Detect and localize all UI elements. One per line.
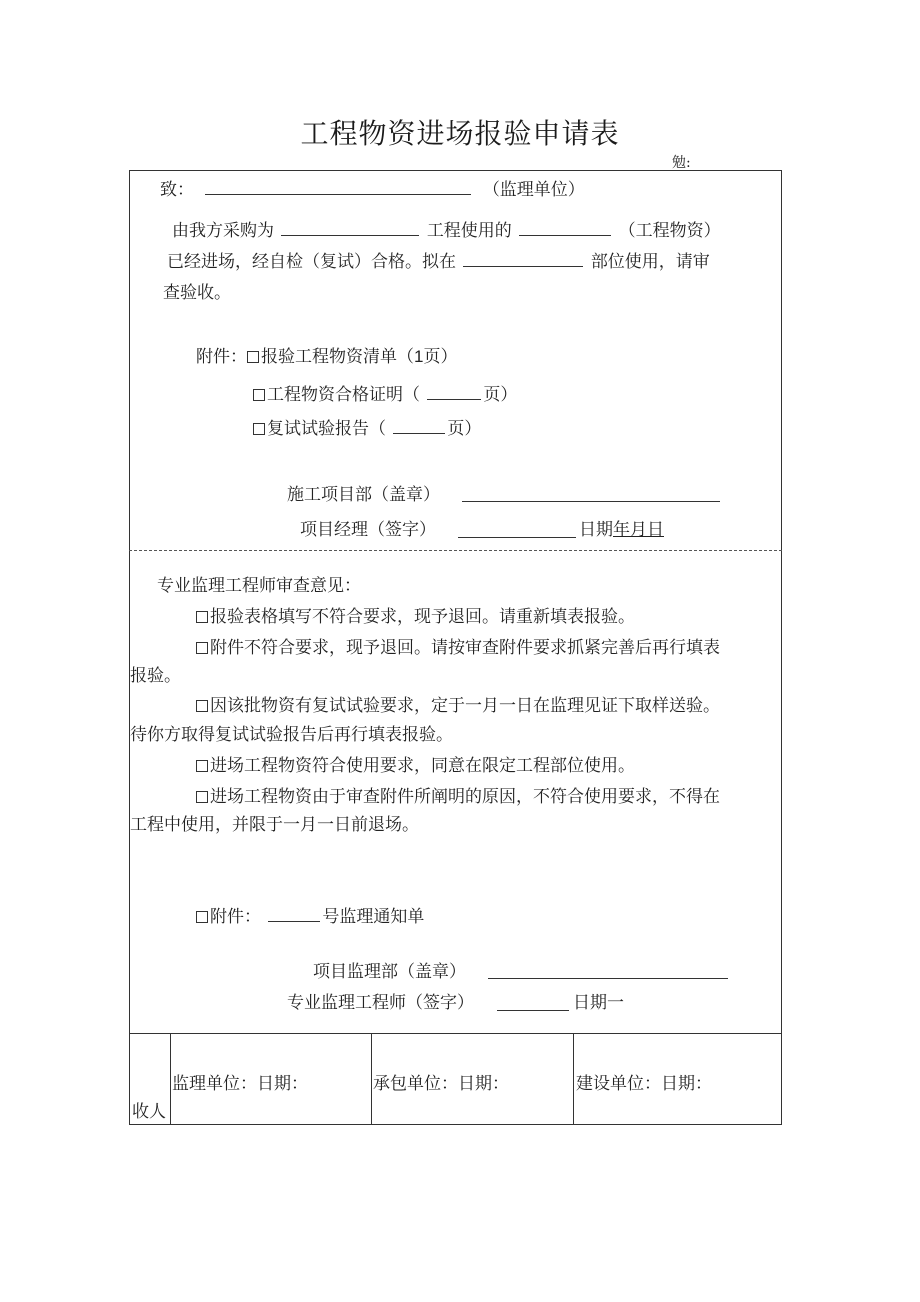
opt-reject-checkbox[interactable] xyxy=(196,791,208,803)
retest-pages-unit: 页） xyxy=(447,419,482,439)
attachments-label: 附件： xyxy=(196,347,247,367)
notice-number-field[interactable] xyxy=(268,905,320,922)
review-heading: 专业监理工程师审查意见： xyxy=(157,576,361,596)
contractor-unit-date: 承包单位：日期： xyxy=(373,1074,509,1094)
supervision-unit-date: 监理单位：日期： xyxy=(172,1074,308,1094)
location-field[interactable] xyxy=(463,250,583,267)
certificate-pages-unit: 页） xyxy=(483,385,518,405)
opt-retest-checkbox[interactable] xyxy=(196,700,208,712)
project-use-label: 工程使用的 xyxy=(426,221,512,241)
attach-certificate-checkbox[interactable] xyxy=(253,389,265,401)
attach-notice-checkbox[interactable] xyxy=(196,911,208,923)
engineer-label: 专业监理工程师（签字） xyxy=(287,993,474,1013)
attach-retest-checkbox[interactable] xyxy=(253,423,265,435)
document-number-label: 勉: xyxy=(672,155,691,171)
opt-approve-text: 进场工程物资符合使用要求，同意在限定工程部位使用。 xyxy=(210,756,635,776)
attach-list-checkbox[interactable] xyxy=(247,351,259,363)
opt-return-attachment-text-cont: 报验。 xyxy=(130,666,181,686)
project-name-field[interactable] xyxy=(281,219,419,236)
opt-approve-checkbox[interactable] xyxy=(196,760,208,772)
attach-list-pages-unit: 页） xyxy=(423,347,458,367)
attach-list-label: 报验工程物资清单（ xyxy=(261,347,414,367)
attach-list-pages: 1 xyxy=(414,347,424,366)
attach-certificate-label: 工程物资合格证明（ xyxy=(267,385,420,405)
supervision-dept-label: 项目监理部（盖章） xyxy=(313,962,466,982)
opt-reject-text-cont: 工程中使用，并限于一月一日前退场。 xyxy=(130,815,419,835)
material-name-field[interactable] xyxy=(519,219,611,236)
page-title: 工程物资进场报验申请表 xyxy=(300,117,620,150)
certificate-pages-field[interactable] xyxy=(427,383,481,400)
receiver-label: 收人 xyxy=(132,1102,166,1122)
supervision-unit-field[interactable] xyxy=(205,178,471,195)
notice-label: 号监理通知单 xyxy=(322,907,425,927)
opt-retest-text-cont: 待你方取得复试试验报告后再行填表报验。 xyxy=(130,725,453,745)
to-label: 致： xyxy=(160,180,194,200)
project-manager-signature-field[interactable] xyxy=(458,523,576,538)
construction-dept-stamp-field[interactable] xyxy=(462,487,720,502)
project-manager-label: 项目经理（签字） xyxy=(300,520,436,540)
location-use-label: 部位使用，请审 xyxy=(590,252,710,272)
supervision-dept-stamp-field[interactable] xyxy=(488,964,728,979)
opt-return-attachment-checkbox[interactable] xyxy=(196,642,208,654)
opt-return-form-text: 报验表格填写不符合要求，现予退回。请重新填表报验。 xyxy=(210,607,635,627)
opt-retest-text: 因该批物资有复试试验要求，定于一月一日在监理见证下取样送验。 xyxy=(210,696,720,716)
attach-retest-label: 复试试验报告（ xyxy=(267,419,386,439)
date-ymd: 年月日 xyxy=(613,520,664,540)
entered-label: 已经进场，经自检（复试）合格。拟在 xyxy=(167,252,456,272)
attach-notice-label: 附件： xyxy=(210,907,261,927)
date-label: 日期 xyxy=(579,520,613,540)
column-divider-3 xyxy=(573,1033,574,1125)
section-divider-2 xyxy=(129,1033,782,1034)
opt-return-attachment-text: 附件不符合要求，现予退回。请按审查附件要求抓紧完善后再行填表 xyxy=(210,638,720,658)
opt-reject-text: 进场工程物资由于审查附件所阐明的原因，不符合使用要求，不得在 xyxy=(210,787,720,807)
opt-return-form-checkbox[interactable] xyxy=(196,611,208,623)
inspection-request-text: 查验收。 xyxy=(163,283,231,303)
column-divider-1 xyxy=(170,1033,171,1125)
construction-dept-label: 施工项目部（盖章） xyxy=(287,485,440,505)
review-date-label: 日期一 xyxy=(573,993,624,1013)
engineer-signature-field[interactable] xyxy=(497,996,569,1011)
material-label: （工程物资） xyxy=(618,221,721,241)
owner-unit-date: 建设单位：日期： xyxy=(576,1074,712,1094)
purchase-label: 由我方采购为 xyxy=(172,221,274,241)
supervision-unit-label: （监理单位） xyxy=(482,180,585,200)
section-divider-1 xyxy=(129,550,782,551)
column-divider-2 xyxy=(371,1033,372,1125)
retest-pages-field[interactable] xyxy=(393,417,445,434)
